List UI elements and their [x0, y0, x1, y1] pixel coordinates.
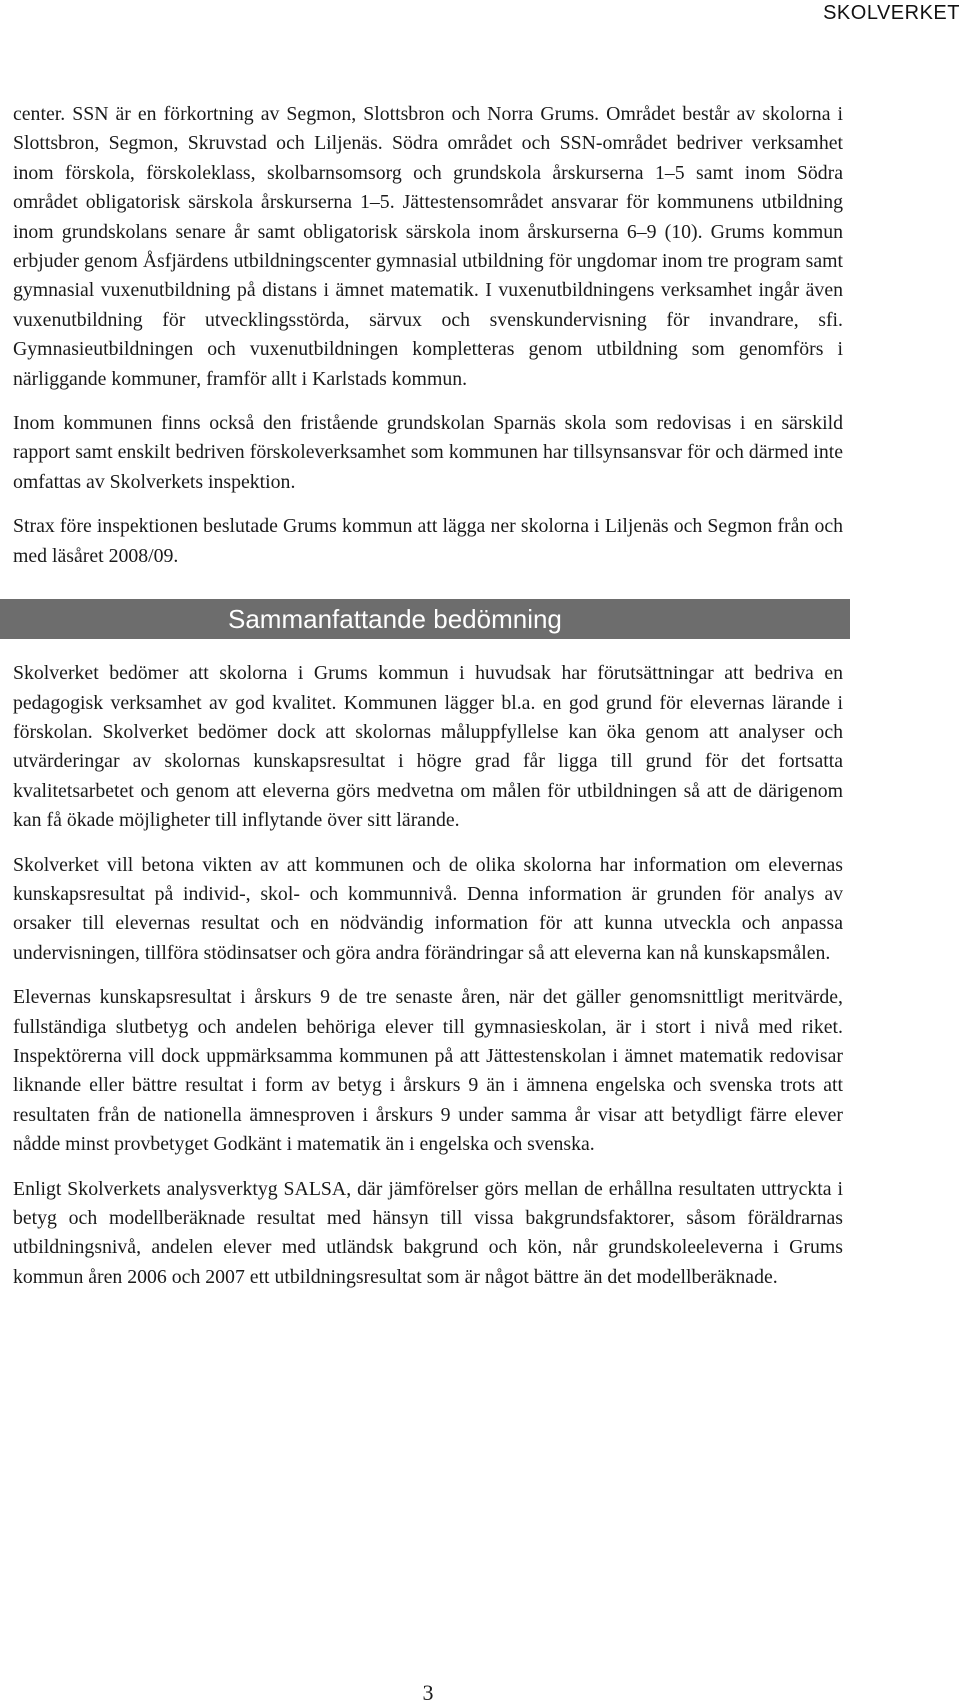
section-heading-summary: Sammanfattande bedömning — [0, 599, 850, 639]
summary-paragraph-salsa: Enligt Skolverkets analysverktyg SALSA, där jämförelser görs mellan de erhållna resultaten uttryckta i betyg och modellberäknade resultat med hänsyn till vissa bakgrundsfaktorer, såsom föräldrarnas utbildningsnivå, andelen elever med utländsk bakgrund och kön, når grundskoleeleverna i Grums kommun åren 2006 och 2007 ett utbildningsresultat som är något bättre än det modellberäknade. — [13, 1177, 843, 1288]
body-paragraph-school-closures: Strax före inspektionen beslutade Grums kommun att lägga ner skolorna i Liljenäs och Segmon från och med läsåret 2008/09. — [13, 515, 843, 567]
body-paragraph-municipality-areas: center. SSN är en förkortning av Segmon, Slottsbron och Norra Grums. Området består av skolorna i Slottsbron, Segmon, Skruvstad och Liljenäs. Södra området och SSN-området bedriver verksamhet inom förskola, förskoleklass, skolbarnsomsorg och grundskola årskurserna 1–5 samt inom Södra området obligatorisk särskola årskurserna 1–5. Jättestensområdet ansvarar för kommunens utbildning inom grundskolans senare år samt obligatorisk särskola inom årskurserna 6–9 (10). Grums kommun erbjuder genom Åsfjärdens utbildningscenter gymnasial utbildning för ungdomar inom tre program samt gymnasial vuxenutbildning på distans i ämnet matematik. I vuxenutbildningens verksamhet ingår även vuxenutbildning för utvecklingsstörda, särvux och svenskundervisning för invandrare, sfi. Gymnasieutbildningen och vuxenutbildningen kompletteras genom utbildning som genomförs i närliggande kommuner, framför allt i Karlstads kommun. — [13, 103, 843, 390]
summary-paragraph-information: Skolverket vill betona vikten av att kommunen och de olika skolorna har information om elevernas kunskapsresultat på individ-, skol- och kommunnivå. Denna information är grunden för analys av orsaker till elevernas resultat och en nödvändig information för att kunna utveckla och anpassa undervisningen, tillföra stödinsatser och göra andra förändringar så att eleverna kan nå kunskapsmålen. — [13, 853, 843, 964]
summary-paragraph-results: Elevernas kunskapsresultat i årskurs 9 de tre senaste åren, när det gäller genomsnittligt meritvärde, fullständiga slutbetyg och andelen behöriga elever till gymnasieskolan, är i stort i nivå med riket. Inspektörerna vill dock uppmärksamma kommunen på att Jättestenskolan i ämnet matematik redovisar liknande eller bättre resultat i form av betyg i årskurs 9 än i ämnena engelska och svenska trots att resultaten från de nationella ämnesproven i årskurs 9 under samma år visar att betydligt färre elever nådde minst provbetyget Godkänt i matematik än i engelska och svenska. — [13, 986, 843, 1156]
document-body — [13, 100, 843, 1292]
document-brand-header: SKOLVERKET — [823, 2, 960, 24]
body-paragraph-independent-school: Inom kommunen finns också den fristående grundskolan Sparnäs skola som redovisas i en särskild rapport samt enskilt bedriven förskoleverksamhet som kommunen har tillsynsansvar för och därmed inte omfattas av Skolverkets inspektion. — [13, 412, 843, 493]
page-number: 3 — [422, 1680, 434, 1705]
summary-paragraph-assessment: Skolverket bedömer att skolorna i Grums kommun i huvudsak har förutsättningar att bedriva en pedagogisk verksamhet av god kvalitet. Kommunen lägger bl.a. en god grund för elevernas lärande i förskolan. Skolverket bedömer dock att skolornas måluppfyllelse kan öka genom att analyser och utvärderingar av skolornas kunskapsresultat i högre grad får ligga till grund för det fortsatta kvalitetsarbetet och genom att eleverna görs medvetna om målen för utbildningen så att de därigenom kan få ökade möjligheter till inflytande över sitt lärande. — [13, 662, 843, 832]
